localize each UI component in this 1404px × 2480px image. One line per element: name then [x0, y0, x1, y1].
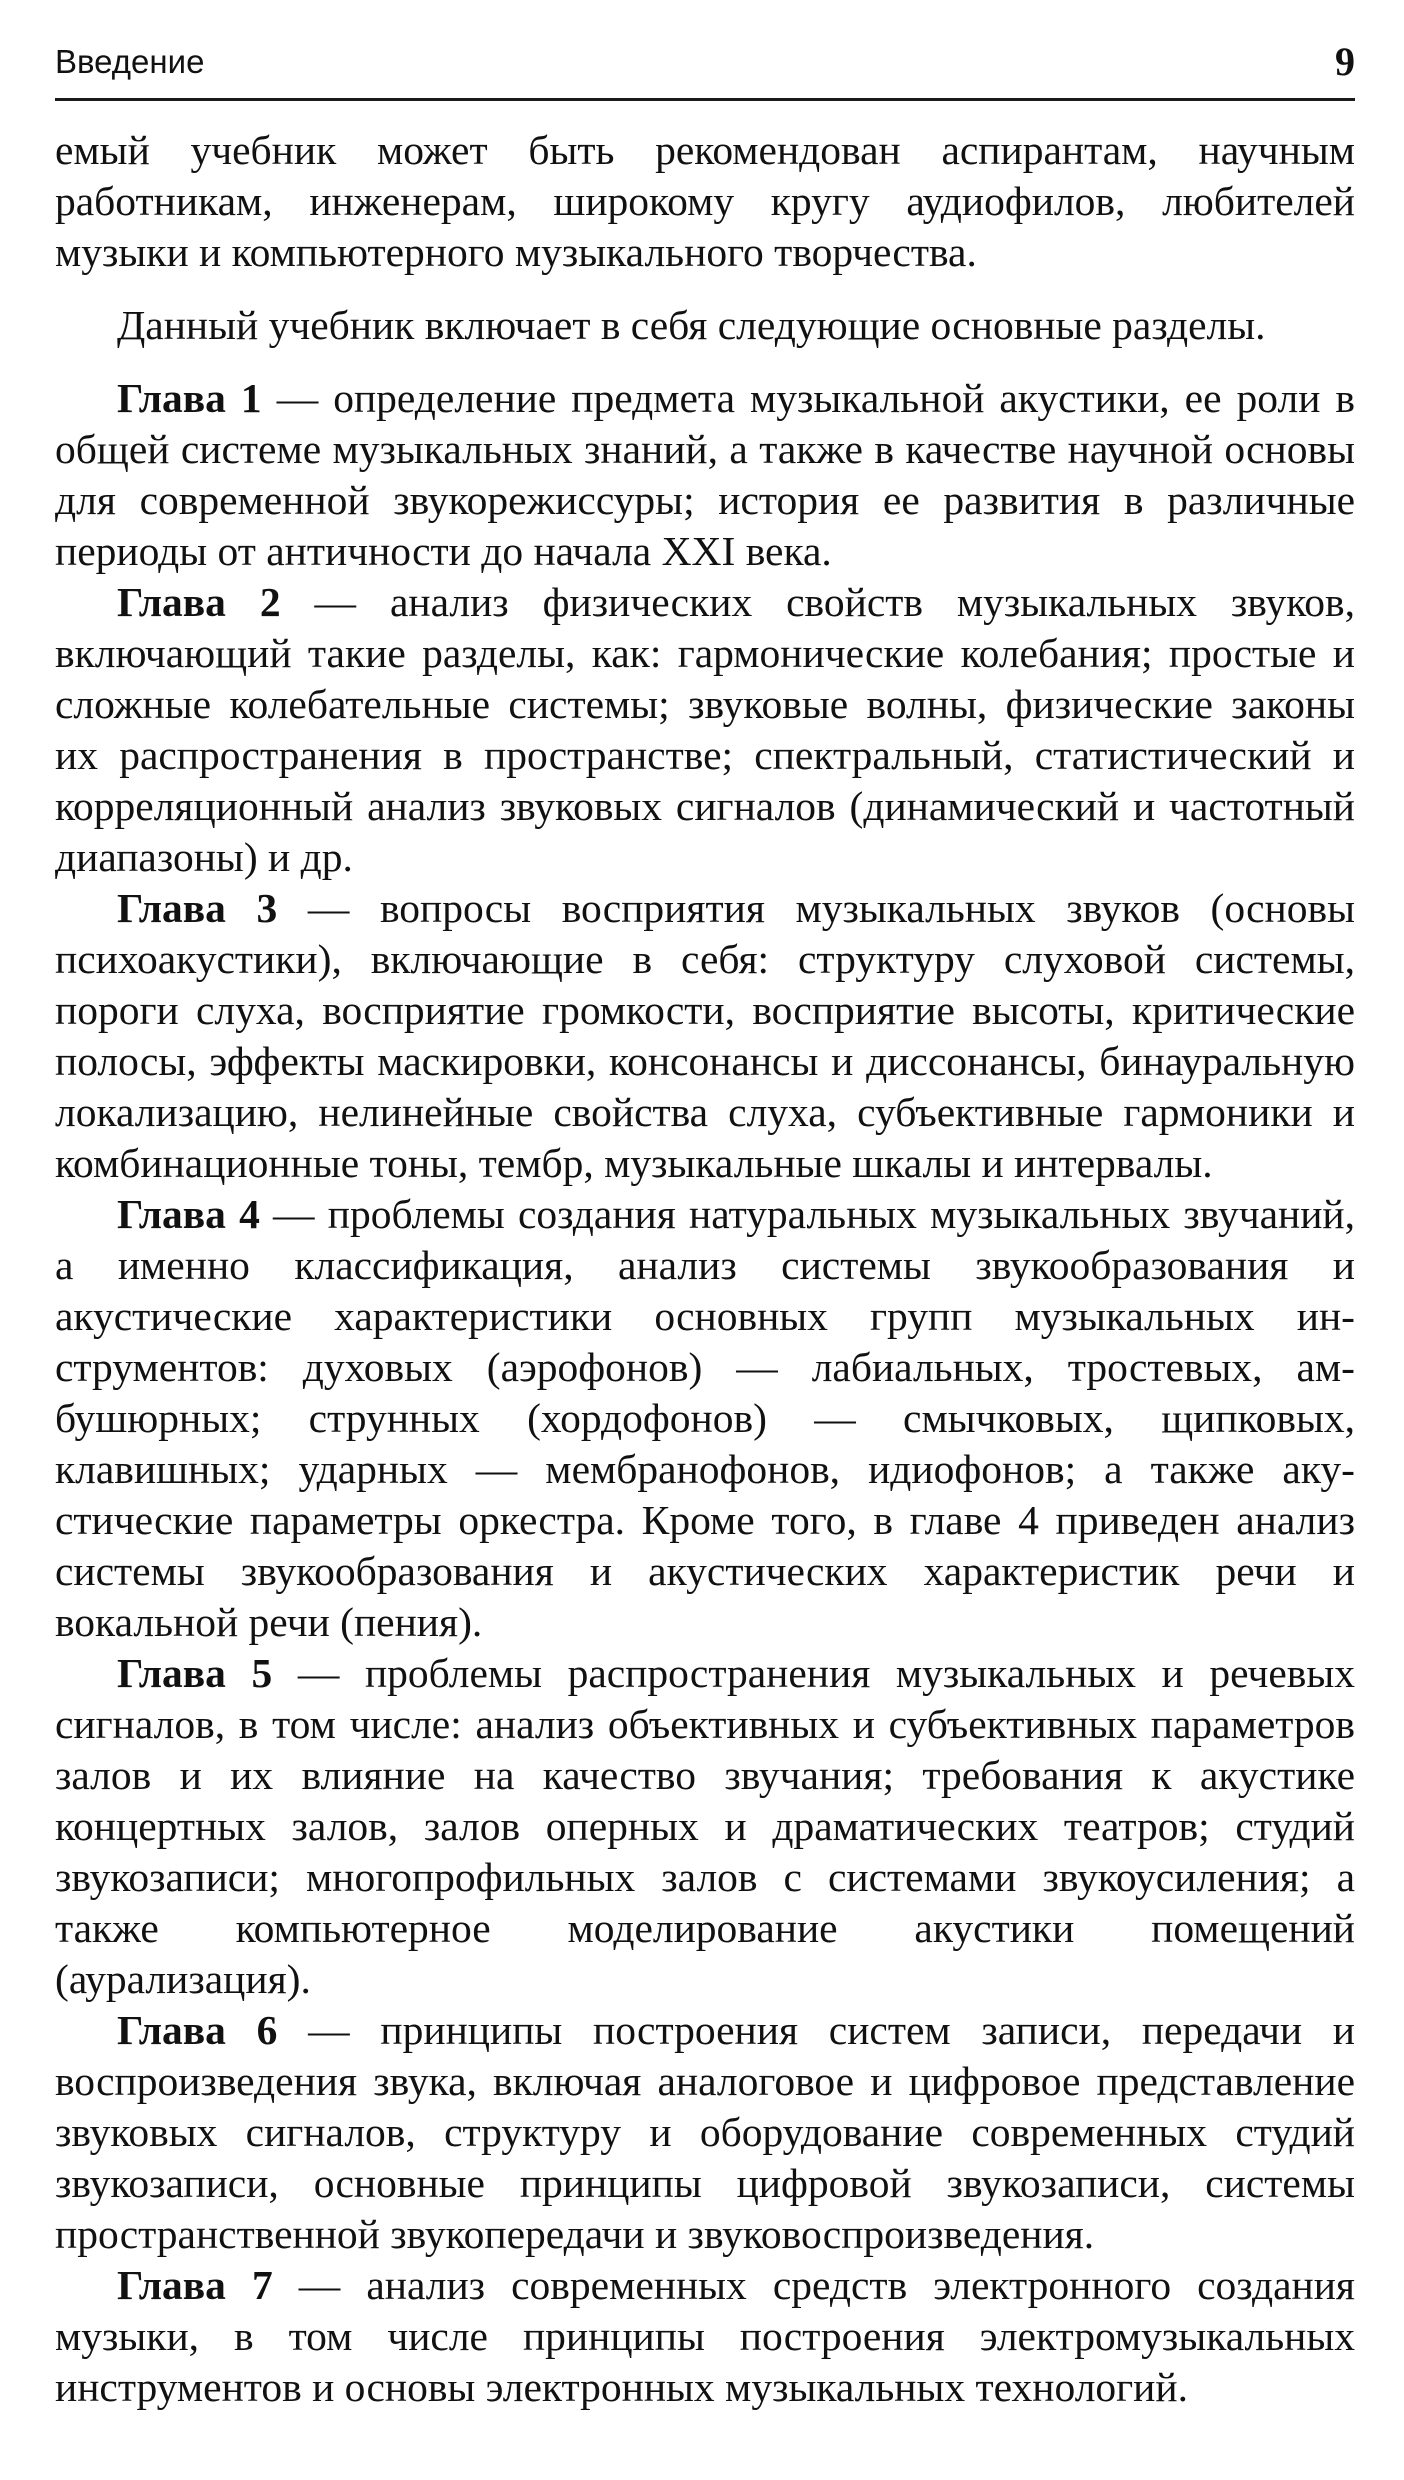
chapter-2-paragraph	[55, 577, 1355, 883]
page-number: 9	[1335, 39, 1355, 84]
section-title: Введение	[55, 43, 205, 80]
chapter-5-description: — проблемы распространения музыкальных и речевых сигналов, в том числе: анализ объективных и субъективных параметров залов и их влияние на качество звучания; требования к акустике концертных залов, залов оперных и драматических театров; студий звукозаписи; многопрофильных залов с системами звукоусиления; а также компьютерное моделирование акустики помещений (аурализация).	[55, 1650, 1355, 2002]
chapter-2-label: Глава 2	[117, 579, 281, 625]
intro-continuation: емый учебник может быть рекомендован аспирантам, научным работникам, инженерам, широкому кругу аудиофилов, любителей музыки и компьютерного музыкального творчества.	[55, 127, 1355, 275]
chapter-4-label: Глава 4	[117, 1191, 260, 1237]
chapter-7-description: — анализ современных средств электронного создания музыки, в том числе принципы построения электромузыкальных инструментов и основы электронных музыкальных технологий.	[55, 2262, 1355, 2410]
chapter-1-paragraph	[55, 373, 1355, 577]
body-text	[55, 125, 1355, 2413]
sections-lead: Данный учебник включает в себя следующие основные разделы.	[117, 302, 1266, 348]
chapter-3-paragraph	[55, 883, 1355, 1189]
chapter-2-description: — анализ физических свойств музыкальных звуков, включающий такие разделы, как: гармонические колебания; простые и сложные колебательные системы; звуковые волны, физические законы их распространения в пространстве; спектральный, статистический и корреляционный анализ звуковых сигналов (динамический и частотный диапазоны) и др.	[55, 579, 1356, 880]
chapter-3-label: Глава 3	[117, 885, 278, 931]
chapter-7-label: Глава 7	[117, 2262, 273, 2308]
chapter-5-paragraph	[55, 1648, 1355, 2005]
chapter-7-paragraph	[55, 2260, 1355, 2413]
chapter-4-paragraph	[55, 1189, 1355, 1648]
chapter-1-label: Глава 1	[117, 375, 262, 421]
chapter-6-label: Глава 6	[117, 2007, 278, 2053]
chapter-4-description: — проблемы создания натуральных музыкальных звучаний, а именно классификация, анализ системы звукообразования и акустические характеристики основных групп музыкальных инструментов: духовых (аэрофонов) — лабиальных, тростевых, амбушюрных; струнных (хордофонов) — смычковых, щипковых, клавишных; ударных — мембранофонов, идиофонов; а также акустические параметры оркестра. Кроме того, в главе 4 приведен анализ системы звукообразования и акустических характеристик речи и вокальной речи (пения).	[55, 1191, 1355, 1645]
chapter-1-description: — определение предмета музыкальной акустики, ее роли в общей системе музыкальных знаний, а также в качестве научной основы для современной звукорежиссуры; история ее развития в различные периоды от античности до начала XXI века.	[55, 375, 1356, 574]
chapter-5-label: Глава 5	[117, 1650, 273, 1696]
book-page	[55, 40, 1355, 2413]
running-header	[55, 40, 1355, 101]
chapter-6-description: — принципы построения систем записи, передачи и воспроизведения звука, включая аналоговое и цифровое представление звуковых сигналов, структуру и оборудование современных студий звукозаписи, основные принципы цифровой звукозаписи, системы пространственной звукопередачи и звуковоспроизведения.	[55, 2007, 1355, 2257]
chapter-6-paragraph	[55, 2005, 1355, 2260]
chapter-3-description: — вопросы восприятия музыкальных звуков (основы психоакустики), включающие в себя: структуру слуховой системы, пороги слуха, восприятие громкости, восприятие высоты, критические полосы, эффекты маскировки, консонансы и диссонансы, бинауральную локализацию, нелинейные свойства слуха, субъективные гармоники и комбинационные тоны, тембр, музыкальные шкалы и интервалы.	[55, 885, 1355, 1186]
